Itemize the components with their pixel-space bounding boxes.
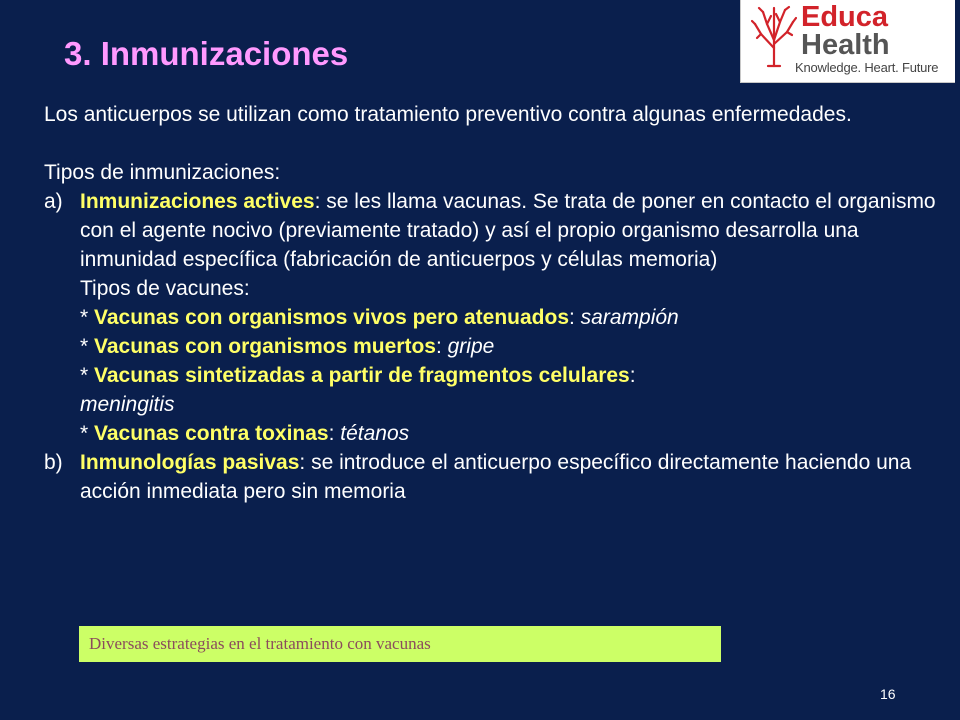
- list-label-b: b): [44, 451, 63, 474]
- logo-text-health: Health: [801, 29, 890, 61]
- page-number: 16: [880, 686, 896, 702]
- vaccine-item: * Vacunas con organismos vivos pero atenuados: sarampión: [80, 306, 679, 329]
- tree-icon: [751, 4, 797, 68]
- vaccine-example: meningitis: [80, 393, 175, 416]
- vaccine-types-heading: Tipos de vacunes:: [80, 277, 250, 300]
- vaccine-example: sarampión: [580, 306, 679, 329]
- vaccine-item: * Vacunas sintetizadas a partir de fragmentos celulares: meningitis: [80, 364, 636, 416]
- item-a-text: : se les llama vacunas. Se trata de poner en contacto el organismo con el agente nocivo (previamente tratado) y así el propio organismo desarrolla una inmunidad específica (fabricación de anticuerpos y células memoria): [80, 190, 936, 271]
- vaccine-example: gripe: [447, 335, 495, 358]
- term-inmunologias-pasivas: Inmunologías pasivas: [80, 451, 300, 474]
- list-item-b: [44, 448, 944, 506]
- list-item-a: [44, 187, 944, 448]
- vaccine-term: Vacunas contra toxinas: [94, 422, 329, 445]
- term-inmunizaciones-actives: Inmunizaciones actives: [80, 190, 315, 213]
- intro-paragraph: Los anticuerpos se utilizan como tratamiento preventivo contra algunas enfermedades.: [44, 103, 852, 126]
- vaccine-item: * Vacunas con organismos muertos: gripe: [80, 335, 495, 358]
- vaccine-term: Vacunas con organismos muertos: [94, 335, 436, 358]
- educa-health-logo: [740, 0, 955, 83]
- vaccine-item: * Vacunas contra toxinas: tétanos: [80, 422, 410, 445]
- slide-title: 3. Inmunizaciones: [64, 35, 349, 72]
- item-b-text: : se introduce el anticuerpo específico directamente haciendo una acción inmediata pero sin memoria: [80, 451, 912, 503]
- slide-body: [44, 100, 944, 506]
- vaccine-example: tétanos: [340, 422, 410, 445]
- types-heading: Tipos de inmunizaciones:: [44, 161, 281, 184]
- logo-tagline: Knowledge. Heart. Future: [795, 60, 939, 75]
- logo-text-educa: Educa: [801, 1, 889, 33]
- vaccine-term: Vacunas con organismos vivos pero atenuados: [94, 306, 569, 329]
- caption-box: Diversas estrategias en el tratamiento con vacunas: [79, 626, 721, 662]
- vaccine-term: Vacunas sintetizadas a partir de fragmentos celulares: [94, 364, 630, 387]
- list-label-a: a): [44, 190, 63, 213]
